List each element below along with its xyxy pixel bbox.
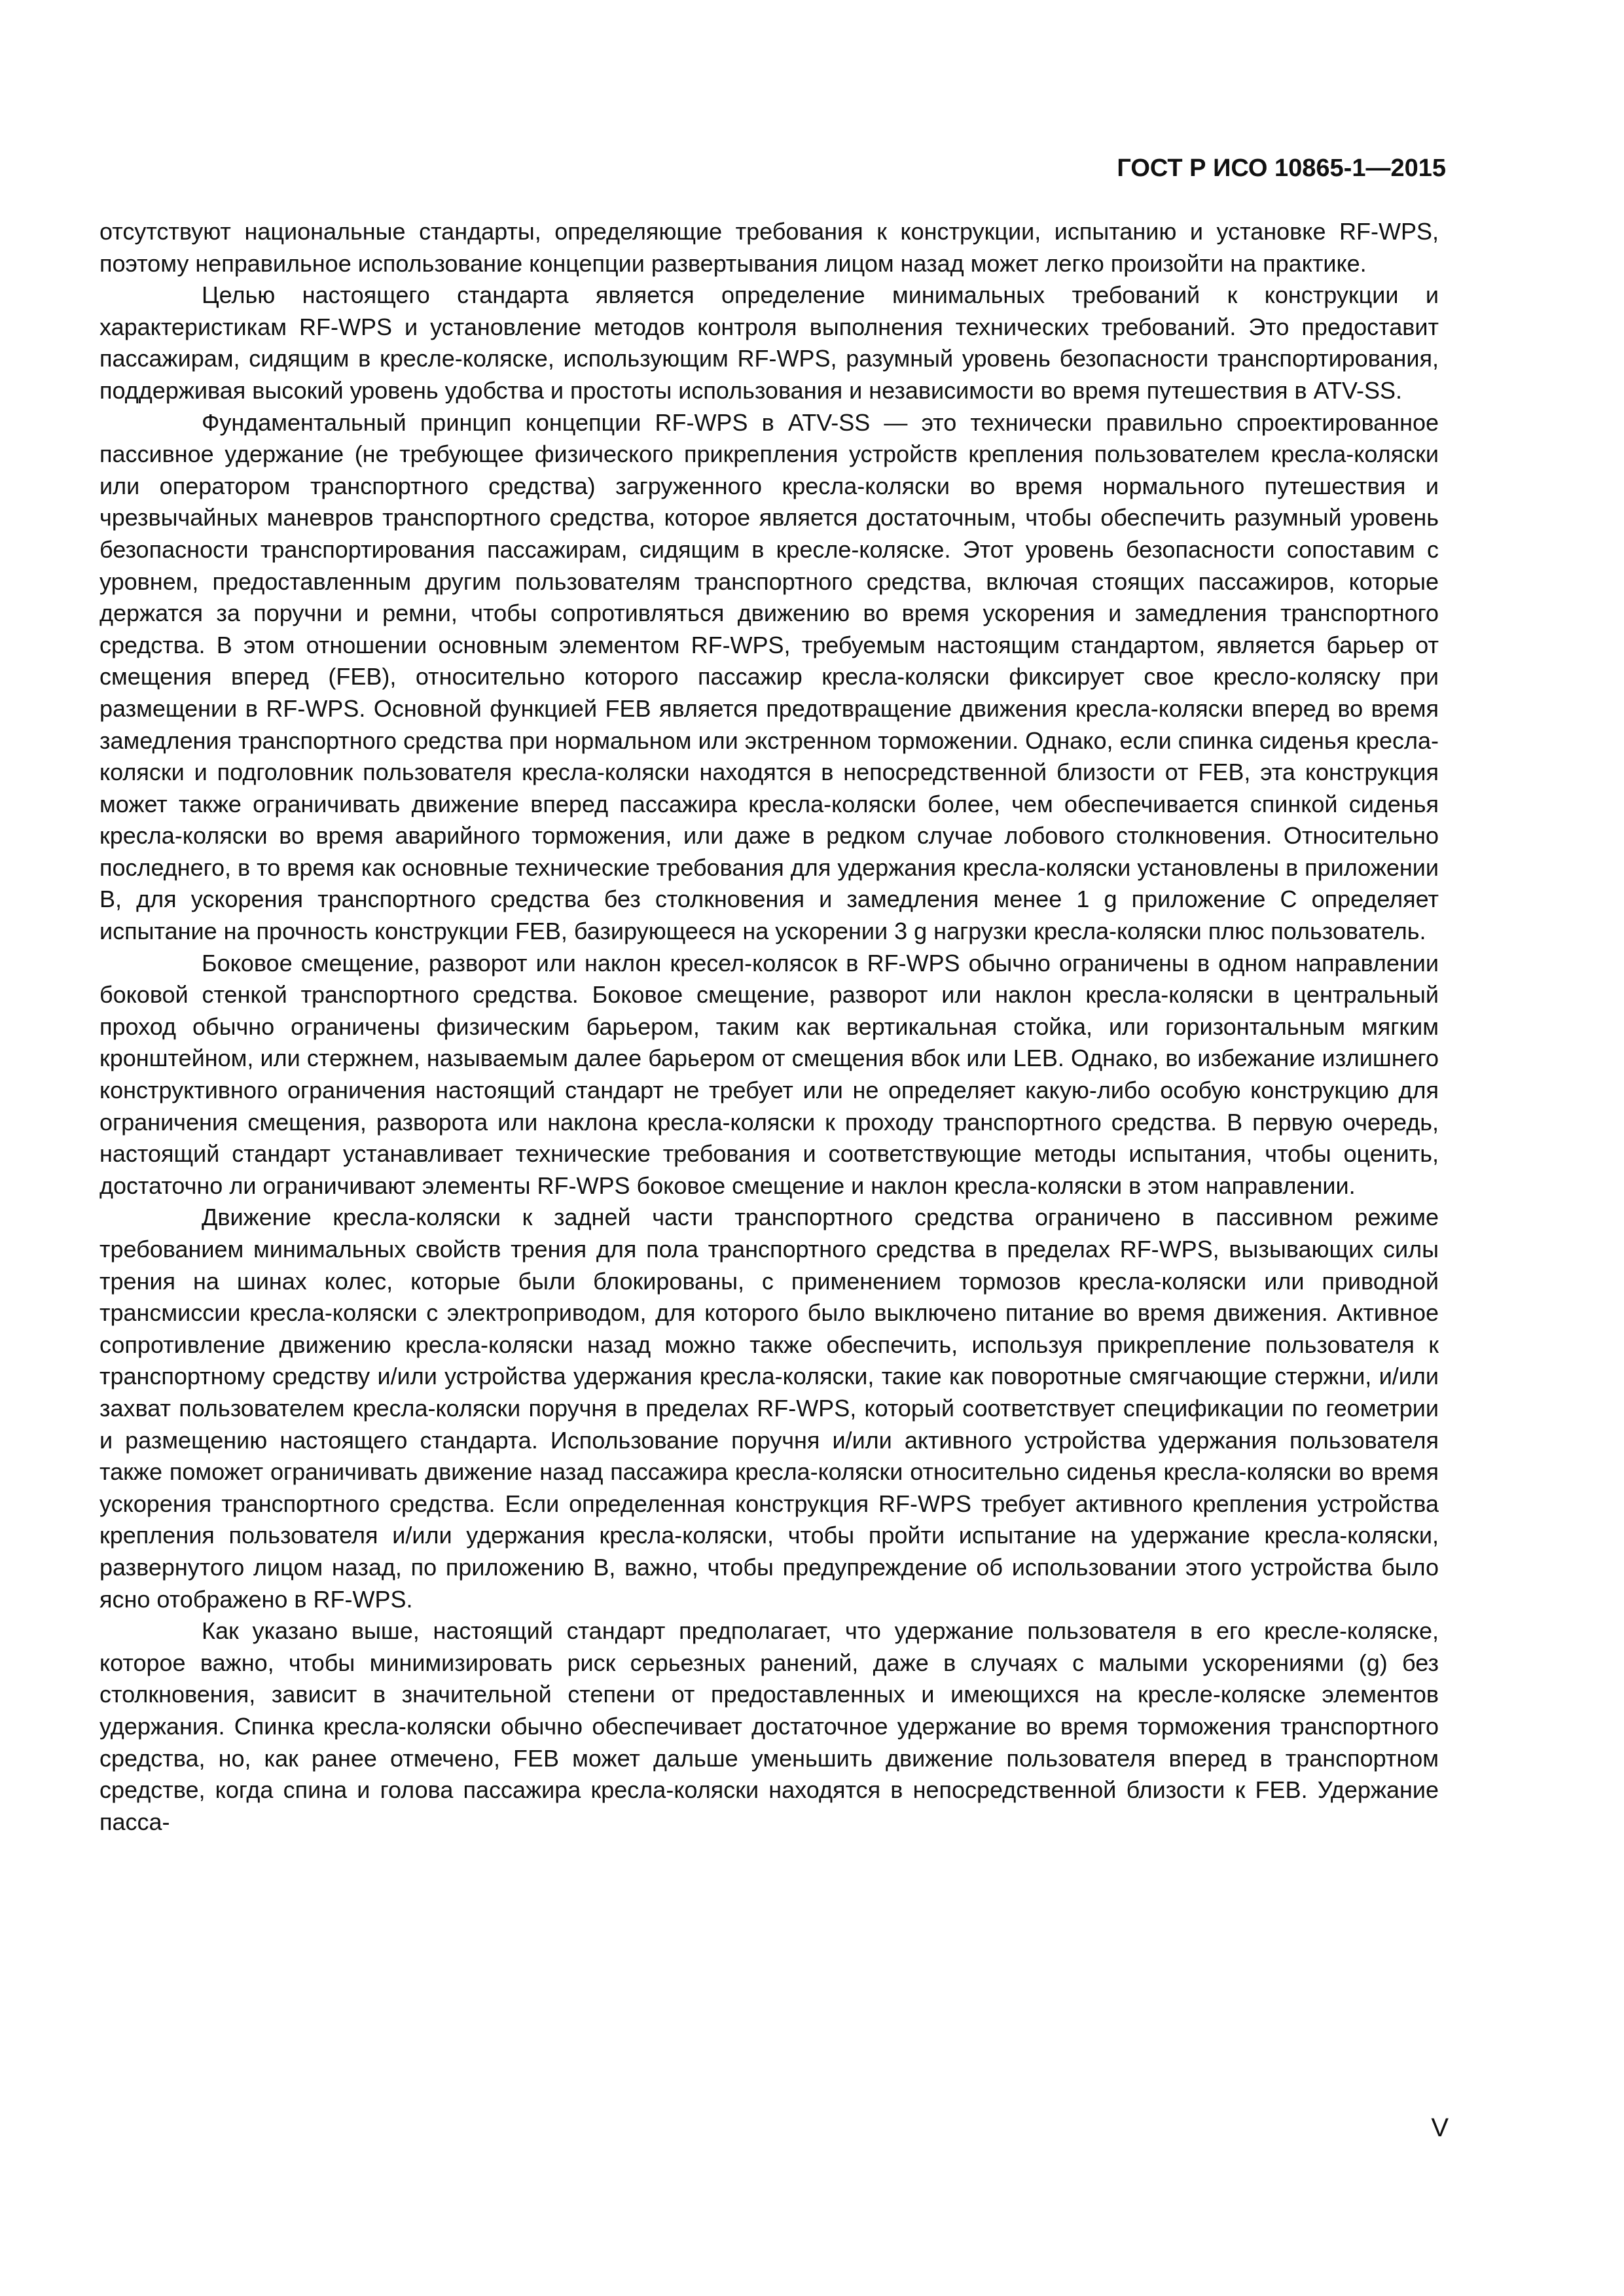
paragraph-2: Целью настоящего стандарта является определение минимальных требований к конструкции и характеристикам RF-WPS и установление методов контроля выполнения технических требований. Это предоставит пассажирам, сидящим в кресле-коляске, использующим RF-WPS, разумный уровень безопасности транспортирования, поддерживая высокий уровень удобства и простоты использования и независимости во время путешествия в ATV-SS. [99, 281, 1439, 404]
body-text [99, 216, 1439, 1838]
paragraph-6: Как указано выше, настоящий стандарт предполагает, что удержание пользователя в его кресле-коляске, которое важно, чтобы минимизировать риск серьезных ранений, даже в случаях с малыми ускорениями (g) без столкновения, зависит в значительной степени от предоставленных и имеющихся на кресле-коляске элементов удержания. Спинка кресла-коляски обычно обеспечивает достаточное удержание во время торможения транспортного средства, но, как ранее отмечено, FEB может дальше уменьшить движение пользователя вперед в транспортном средстве, когда спина и голова пассажира кресла-коляски находятся в непосредственной близости к FEB. Удержание пасса- [99, 1617, 1439, 1835]
standard-code-header: ГОСТ Р ИСО 10865-1—2015 [1117, 154, 1446, 182]
paragraph-4: Боковое смещение, разворот или наклон кресел-колясок в RF-WPS обычно ограничены в одном направлении боковой стенкой транспортного средства. Боковое смещение, разворот или наклон кресла-коляски в центральный проход обычно ограничены физическим барьером, таким как вертикальная стойка, или горизонтальным мягким кронштейном, или стержнем, называемым далее барьером от смещения вбок или LEB. Однако, во избежание излишнего конструктивного ограничения настоящий стандарт не требует или не определяет какую-либо особую конструкцию для ограничения смещения, разворота или наклона кресла-коляски к проходу транспортного средства. В первую очередь, настоящий стандарт устанавливает технические требования и соответствующие методы испытания, чтобы оценить, достаточно ли ограничивают элементы RF-WPS боковое смещение и наклон кресла-коляски в этом направлении. [99, 949, 1439, 1199]
paragraph-1: отсутствуют национальные стандарты, определяющие требования к конструкции, испытанию и установке RF-WPS, поэтому неправильное использование концепции развертывания лицом назад может легко произойти на практике. [99, 218, 1439, 277]
paragraph-5: Движение кресла-коляски к задней части транспортного средства ограничено в пассивном режиме требованием минимальных свойств трения для пола транспортного средства в пределах RF-WPS, вызывающих силы трения на шинах колес, которые были блокированы, с применением тормозов кресла-коляски или приводной трансмиссии кресла-коляски с электроприводом, для которого было выключено питание во время движения. Активное сопротивление движению кресла-коляски назад можно также обеспечить, используя прикрепление пользователя к транспортному средству и/или устройства удержания кресла-коляски, такие как поворотные смягчающие стержни, и/или захват пользователем кресла-коляски поручня в пределах RF-WPS, который соответствует спецификации по геометрии и размещению настоящего стандарта. Использование поручня и/или активного устройства удержания пользователя также поможет ограничивать движение назад пассажира кресла-коляски относительно сиденья кресла-коляски во время ускорения транспортного средства. Если определенная конструкция RF-WPS требует активного крепления устройства крепления пользователя и/или удержания кресла-коляски, чтобы пройти испытание на удержание кресла-коляски, развернутого лицом назад, по приложению В, важно, чтобы предупреждение об использовании этого устройства было ясно отображено в RF-WPS. [99, 1204, 1439, 1613]
paragraph-3: Фундаментальный принцип концепции RF-WPS в ATV-SS — это технически правильно спроектированное пассивное удержание (не требующее физического прикрепления устройств крепления пользователем кресла-коляски или оператором транспортного средства) загруженного кресла-коляски во время нормального путешествия и чрезвычайных маневров транспортного средства, которое является достаточным, чтобы обеспечить разумный уровень безопасности транспортирования пассажирам, сидящим в кресле-коляске. Этот уровень безопасности сопоставим с уровнем, предоставленным другим пользователям транспортного средства, включая стоящих пассажиров, которые держатся за поручни и ремни, чтобы сопротивляться движению во время ускорения и замедления транспортного средства. В этом отношении основным элементом RF-WPS, требуемым настоящим стандартом, является барьер от смещения вперед (FEB), относительно которого пассажир кресла-коляски фиксирует свое кресло-коляску при размещении в RF-WPS. Основной функцией FEB является предотвращение движения кресла-коляски вперед во время замедления транспортного средства при нормальном или экстренном торможении. Однако, если спинка сиденья кресла-коляски и подголовник пользователя кресла-коляски находятся в непосредственной близости от FEB, эта конструкция может также ограничивать движение вперед пассажира кресла-коляски более, чем обеспечивается спинкой сиденья кресла-коляски во время аварийного торможения, или даже в редком случае лобового столкновения. Относительно последнего, в то время как основные технические требования для удержания кресла-коляски установлены в приложении В, для ускорения транспортного средства без столкновения и замедления менее 1 g приложение С определяет испытание на прочность конструкции FEB, базирующееся на ускорении 3 g нагрузки кресла-коляски плюс пользователь. [99, 408, 1439, 945]
page-number: V [1431, 2113, 1449, 2142]
